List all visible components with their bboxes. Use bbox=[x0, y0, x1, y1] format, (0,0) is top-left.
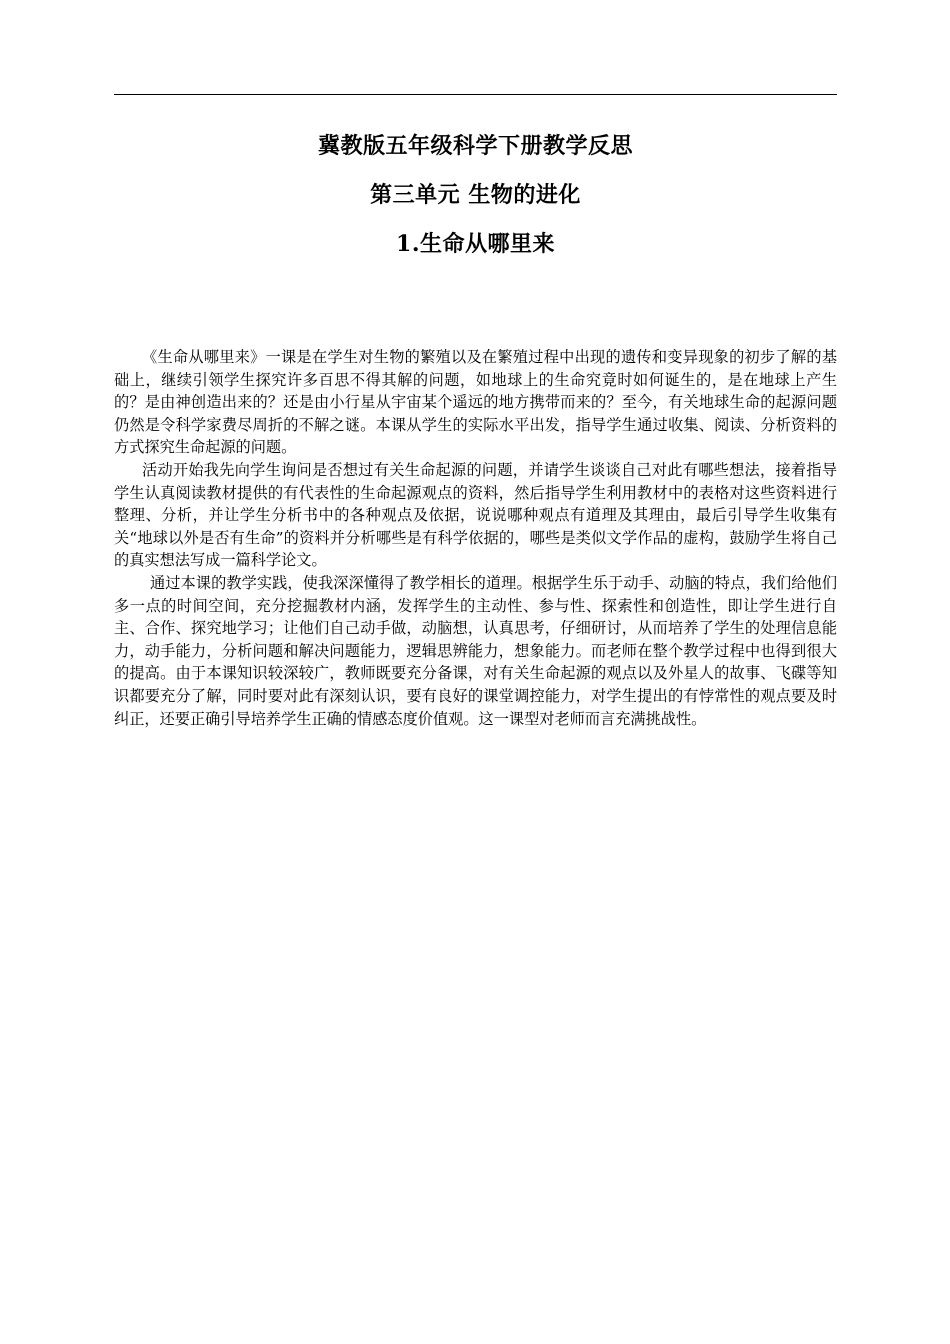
title-block bbox=[114, 132, 837, 258]
body-text bbox=[114, 346, 837, 730]
header-rule bbox=[114, 94, 837, 95]
unit-heading: 第三单元 生物的进化 bbox=[370, 182, 581, 208]
document-title: 冀教版五年级科学下册教学反思 bbox=[317, 133, 633, 159]
paragraph-2: 活动开始我先向学生询问是否想过有关生命起源的问题，并请学生谈谈自己对此有哪些想法，接着指导学生认真阅读教材提供的有代表性的生命起源观点的资料，然后指导学生利用教材中的表格对这些资料进行整理、分析，并让学生分析书中的各种观点及依据，说说哪种观点有道理及其理由，最后引导学生收集有关“地球以外是否有生命”的资料并分析哪些是有科学依据的，哪些是类似文学作品的虚构，鼓励学生将自己的真实想法写成一篇科学论文。 bbox=[114, 460, 837, 570]
paragraph-3: 通过本课的教学实践，使我深深懂得了教学相长的道理。根据学生乐于动手、动脑的特点，我们给他们多一点的时间空间，充分挖掘教材内涵，发挥学生的主动性、参与性、探索性和创造性，即让学生进行自主、合作、探究地学习；让他们自己动手做，动脑想，认真思考，仔细研讨，从而培养了学生的处理信息能力，动手能力，分析问题和解决问题能力，逻辑思辨能力，想象能力。而老师在整个教学过程中也得到很大的提高。由于本课知识较深较广，教师既要充分备课，对有关生命起源的观点以及外星人的故事、飞碟等知识都要充分了解，同时要对此有深刻认识，要有良好的课堂调控能力，对学生提出的有悖常性的观点要及时纠正，还要正确引导培养学生正确的情感态度价值观。这一课型对老师而言充满挑战性。 bbox=[114, 573, 837, 728]
lesson-heading: 1.生命从哪里来 bbox=[396, 231, 555, 257]
paragraph-1: 《生命从哪里来》一课是在学生对生物的繁殖以及在繁殖过程中出现的遗传和变异现象的初步了解的基础上，继续引领学生探究许多百思不得其解的问题，如地球上的生命究竟时如何诞生的，是在地球上产生的？是由神创造出来的？还是由小行星从宇宙某个遥远的地方携带而来的？至今，有关地球生命的起源问题仍然是令科学家费尽周折的不解之谜。本课从学生的实际水平出发，指导学生通过收集、阅读、分析资料的方式探究生命起源的问题。 bbox=[114, 348, 837, 457]
